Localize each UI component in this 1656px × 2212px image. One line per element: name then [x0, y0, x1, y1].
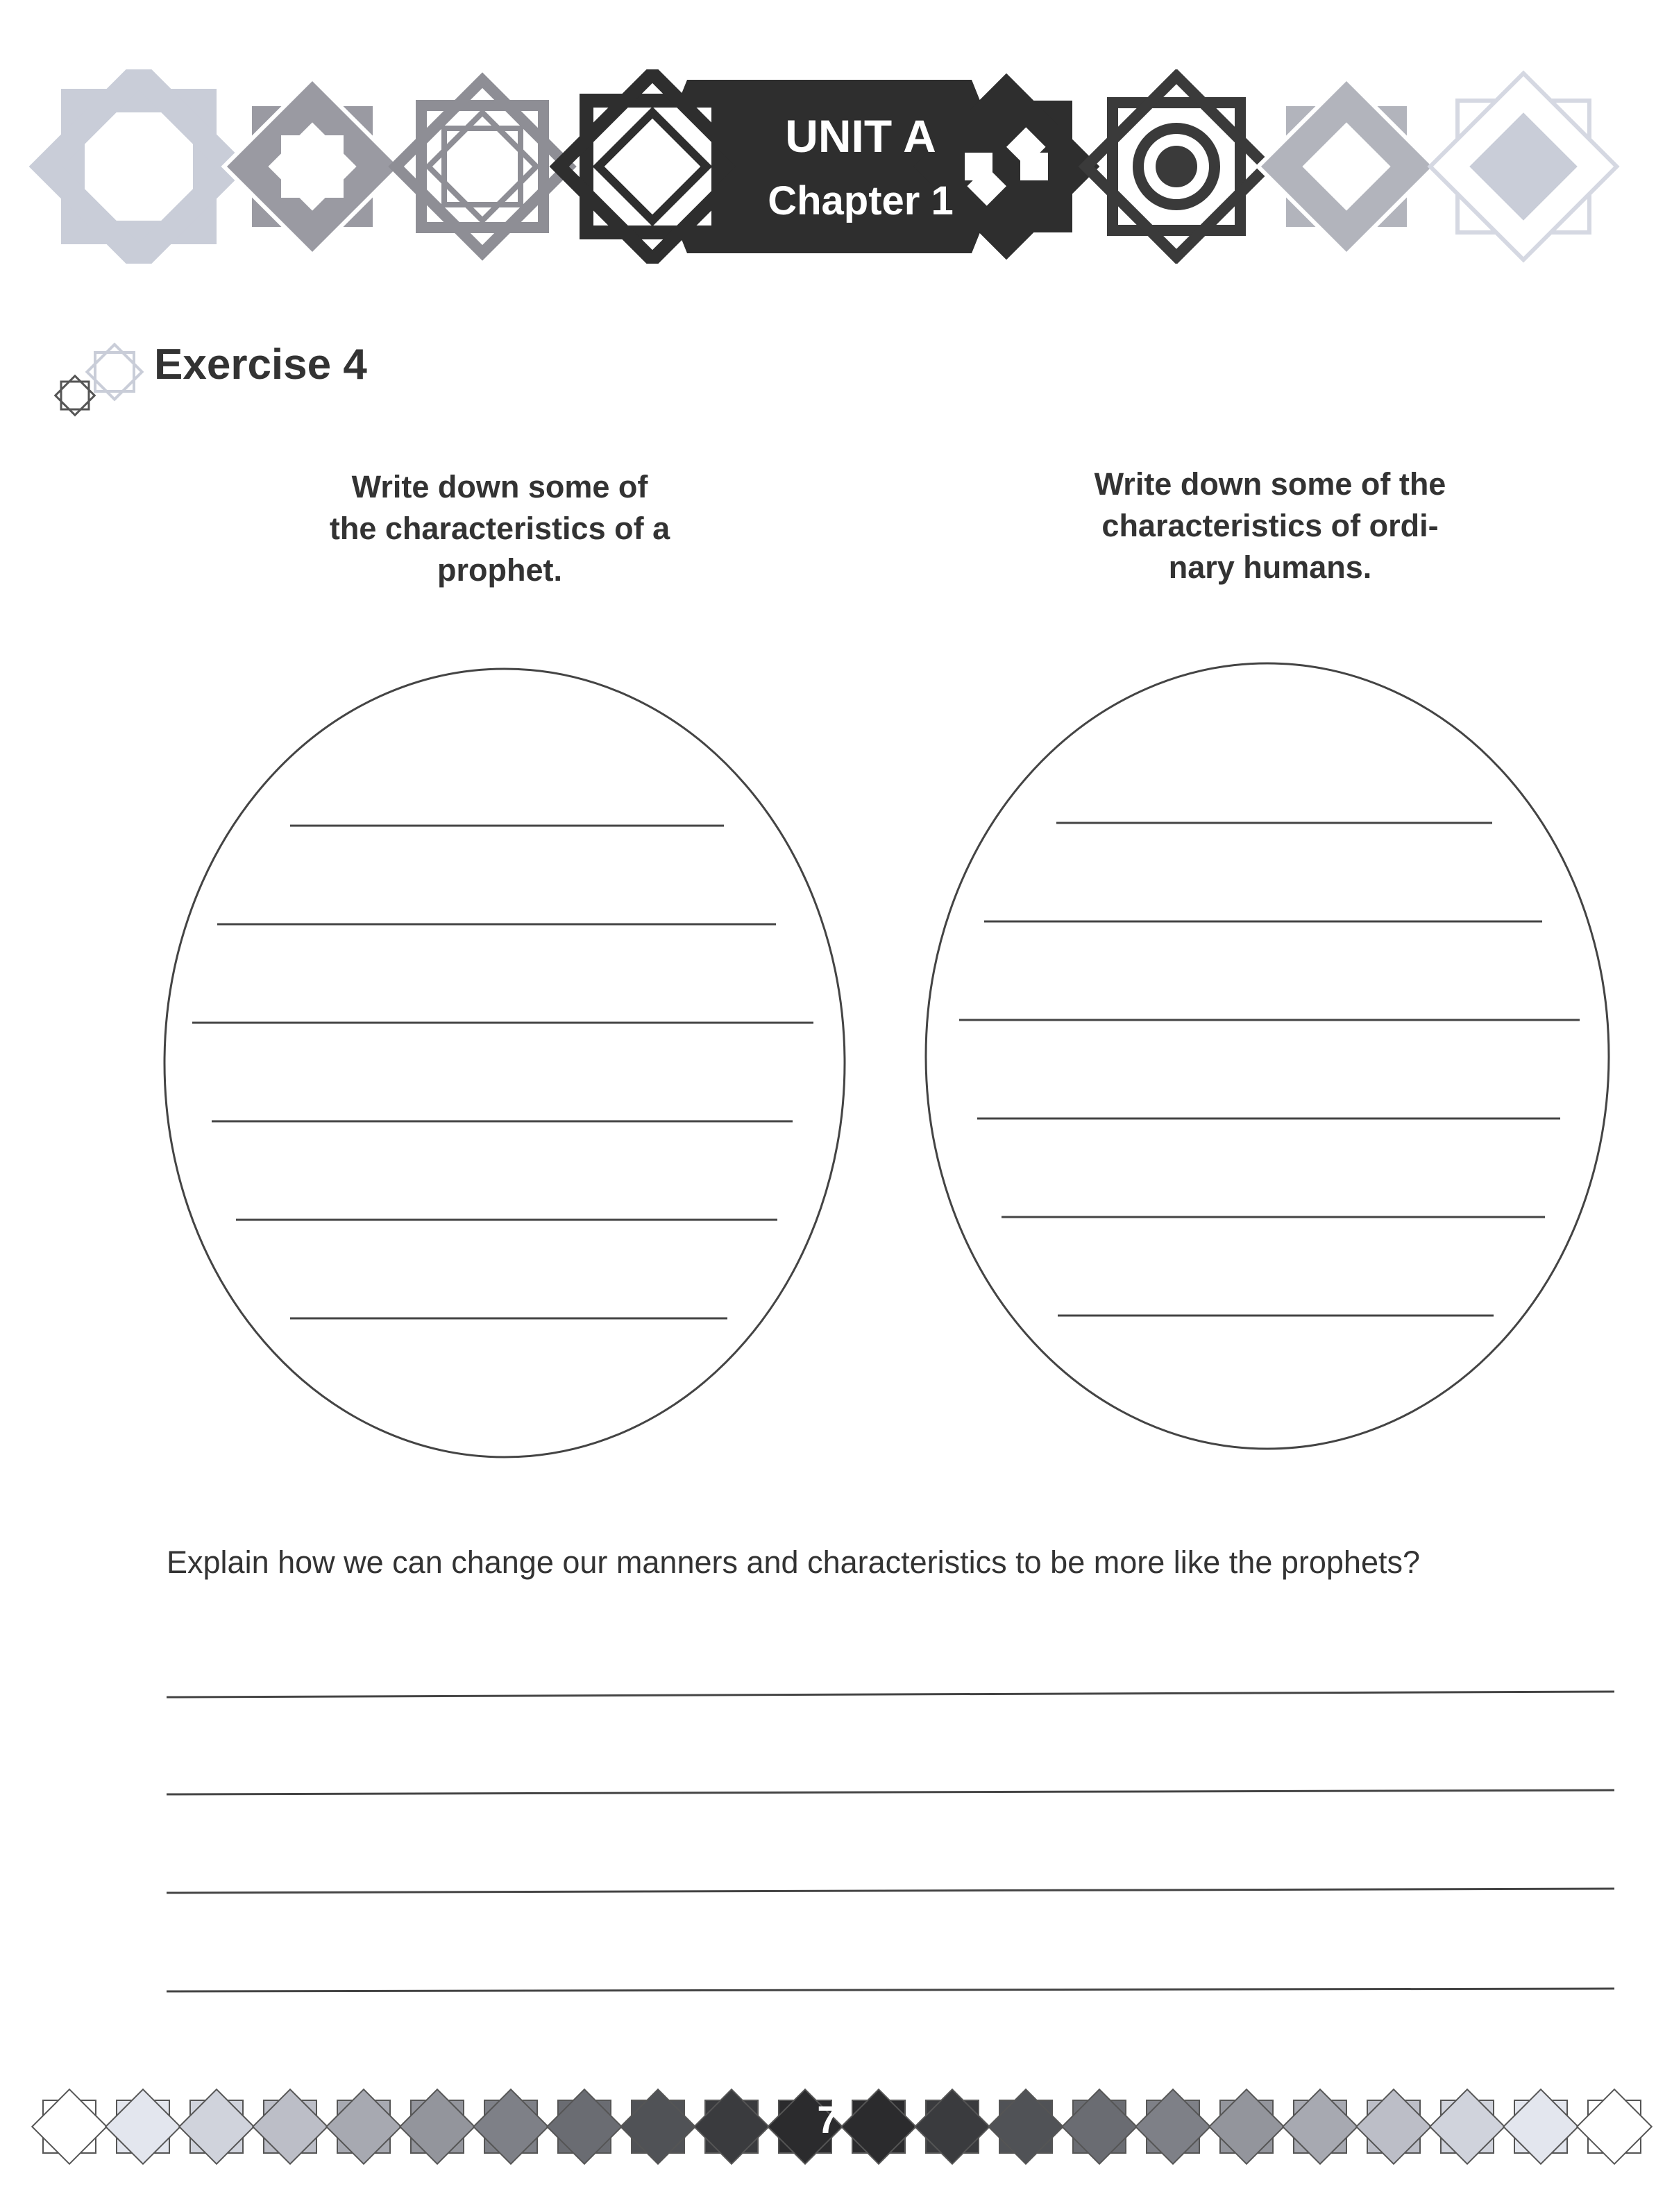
footer-star-icon — [1503, 2089, 1578, 2163]
star-ornament-icon — [913, 74, 1100, 260]
footer-star-icon — [179, 2089, 253, 2163]
writing-line[interactable] — [167, 1989, 1614, 1991]
question-text: Explain how we can change our manners and characteristics to be more like the prophets? — [167, 1545, 1420, 1580]
footer-star-icon — [473, 2089, 548, 2163]
footer-star-icon — [694, 2089, 768, 2163]
answer-ovals — [0, 645, 1656, 1478]
prompt-line: the characteristics of a — [329, 511, 670, 546]
prompt-line: Write down some of — [351, 469, 648, 504]
footer-star-icon — [1356, 2089, 1430, 2163]
page-number: 7 — [817, 2098, 839, 2141]
footer-star-icon — [547, 2089, 621, 2163]
exercise-title: Exercise 4 — [154, 341, 367, 389]
footer-star-icon — [253, 2089, 327, 2163]
star-ornament-icon — [559, 74, 746, 260]
footer-star-icon — [32, 2089, 106, 2163]
footer-star-icon — [1283, 2089, 1357, 2163]
footer-star-icon — [105, 2089, 180, 2163]
exercise-star-icon — [49, 339, 153, 422]
prophet-answer-oval[interactable] — [164, 669, 845, 1457]
footer-star-icon — [326, 2089, 400, 2163]
humans-prompt — [1055, 463, 1485, 588]
footer-star-icon — [1209, 2089, 1283, 2163]
star-ornament-icon — [1430, 74, 1617, 260]
footer-star-icon — [1430, 2089, 1504, 2163]
footer-star-icon — [1577, 2089, 1651, 2163]
writing-line[interactable] — [167, 1889, 1614, 1893]
footer-star-icon — [1062, 2089, 1136, 2163]
star-ornament-icon — [396, 80, 569, 253]
humans-answer-oval[interactable] — [926, 663, 1609, 1449]
footer-star-icon — [915, 2089, 989, 2163]
footer-star-icon — [620, 2089, 695, 2163]
star-ornament-icon — [1258, 78, 1435, 255]
footer-star-icon — [1135, 2089, 1210, 2163]
answer-lines — [0, 1665, 1656, 2012]
footer-star-icon — [400, 2089, 474, 2163]
unit-title: UNIT A — [785, 110, 936, 162]
writing-line[interactable] — [167, 1692, 1614, 1697]
star-ornament-icon — [224, 78, 401, 255]
prompt-line: nary humans. — [1168, 550, 1372, 585]
writing-line[interactable] — [167, 1790, 1614, 1794]
star-ornament-icon — [1086, 76, 1267, 257]
header-ornament-band — [0, 69, 1656, 264]
prompt-line: characteristics of ordi- — [1101, 508, 1439, 543]
prophet-prompt — [292, 466, 708, 591]
prompt-line: prophet. — [437, 552, 562, 588]
star-ornament-icon — [46, 74, 233, 260]
footer-star-icon — [988, 2089, 1063, 2163]
prompt-line: Write down some of the — [1094, 466, 1446, 502]
chapter-title: Chapter 1 — [768, 178, 954, 223]
